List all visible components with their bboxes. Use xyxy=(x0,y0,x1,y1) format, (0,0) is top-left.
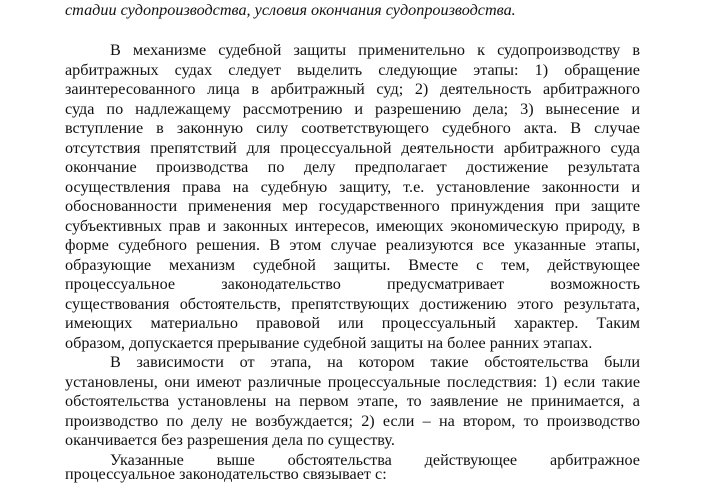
text-line: существования обстоятельств, препятствующих достижению этого результата, xyxy=(65,294,640,313)
text-line: окончание производства по делу предполагает достижение результата xyxy=(65,158,640,176)
text-line: производство по делу не возбуждается; 2) если – на втором, то производство xyxy=(65,411,640,430)
text-line: процессуальное законодательство связывает с: xyxy=(65,465,387,483)
text-line: вступление в законную силу соответствующего судебного акта. В случае xyxy=(65,119,640,137)
text-line: осуществления права на судебную защиту, т.е. установление законности и xyxy=(65,177,640,196)
text-line: установлены, они имеют различные процессуальные последствия: 1) если такие xyxy=(65,372,640,391)
text-line: оканчивается без разрешения дела по существу. xyxy=(65,431,395,449)
text-line: обстоятельства установлены на первом этапе, то заявление не принимается, а xyxy=(65,392,640,410)
text-line: отсутствия препятствий для процессуальной деятельности арбитражного суда xyxy=(65,138,640,157)
text-line: Указанные выше обстоятельства действующее арбитражное xyxy=(110,450,640,469)
text-line: арбитражных судах следует выделить следующие этапы: 1) обращение xyxy=(65,60,640,79)
text-line: субъективных прав и законных интересов, имеющих экономическую природу, в xyxy=(65,216,640,235)
text-line: образом, допускается прерывание судебной защиты на более ранних этапах. xyxy=(65,333,593,352)
text-line: В механизме судебной защиты применительно к судопроизводству в xyxy=(110,41,640,59)
top-italic-fragment: стадии судопроизводства, условия окончания судопроизводства. xyxy=(65,1,516,19)
text-line: В зависимости от этапа, на котором такие обстоятельства были xyxy=(110,353,640,371)
text-line: процессуальное законодательство предусматривает возможность xyxy=(65,275,640,293)
text-line: заинтересованного лица в арбитражный суд; 2) деятельность арбитражного xyxy=(65,80,640,98)
text-line: форме судебного решения. В этом случае реализуются все указанные этапы, xyxy=(65,236,640,254)
text-line: суда по надлежащему рассмотрению и разрешению дела; 3) вынесение и xyxy=(65,99,640,118)
text-line: имеющих материально правовой или процессуальный характер. Таким xyxy=(65,314,640,332)
text-line: обоснованности применения мер государственного принуждения при защите xyxy=(65,197,640,215)
text-line: образующие механизм судебной защиты. Вместе с тем, действующее xyxy=(65,255,640,274)
